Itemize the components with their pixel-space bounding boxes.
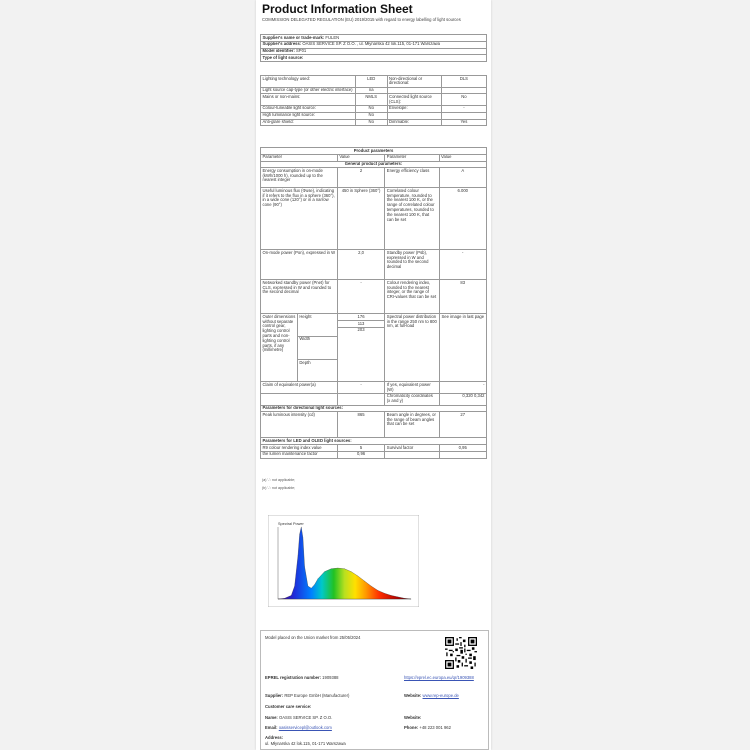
- general-row-cell: 2,0: [337, 250, 384, 280]
- dims-values-cell: [337, 314, 384, 382]
- dims-inner: [261, 314, 337, 381]
- type-row-cell: Mains or non-mains:: [261, 94, 356, 106]
- equivalent-row: [261, 393, 487, 405]
- directional-heading: Parameters for directional light sources:: [261, 405, 487, 412]
- footnote-a: (a) '-': not applicable;: [262, 478, 296, 482]
- equivalent-row-cell: [261, 393, 338, 405]
- directional-row-cell: 27: [439, 412, 486, 438]
- equivalent-row-cell: -: [439, 382, 486, 394]
- type-row: [261, 76, 487, 88]
- led-row-cell: [439, 451, 486, 458]
- model-identifier-row: Model identifier: SP01: [261, 48, 487, 55]
- dim-depth-label: Depth: [299, 359, 311, 365]
- dim-width-value: 113: [338, 321, 384, 328]
- supplier-label: Supplier:: [265, 693, 284, 698]
- chart-title: Spectral Power: [278, 522, 304, 526]
- type-row: [261, 119, 487, 126]
- general-row-cell: -: [337, 280, 384, 314]
- param-header: Value: [337, 154, 384, 161]
- general-row: [261, 188, 487, 250]
- footnote-b: (b) '-': not applicable;: [262, 486, 296, 490]
- type-row-cell: [387, 112, 441, 119]
- general-row-cell: -: [439, 250, 486, 280]
- led-row-cell: 0,96: [337, 451, 384, 458]
- phone-label: Phone:: [404, 725, 419, 730]
- param-header: Value: [439, 154, 486, 161]
- led-row-cell: the lumen maintenance factor: [261, 451, 338, 458]
- type-row-cell: No: [355, 112, 387, 119]
- dim-depth-value: 203: [357, 327, 365, 333]
- product-parameters-heading: Product parameters: [261, 148, 487, 155]
- eprel-value: 1909388: [322, 675, 339, 680]
- type-row-cell: Connected light source (CLS):: [387, 94, 441, 106]
- type-row-cell: [441, 112, 486, 119]
- customer-care-label: Customer care service:: [265, 704, 312, 709]
- general-row: [261, 168, 487, 188]
- footer-panel: [260, 630, 489, 750]
- type-row-cell: LED: [355, 76, 387, 88]
- name-value: OASIS SERVICE SP. Z O.O.: [278, 715, 333, 720]
- type-row-cell: No: [355, 105, 387, 112]
- led-row-cell: Survival factor: [385, 445, 439, 452]
- eprel-label: EPREL registration number:: [265, 675, 321, 680]
- supplier-value: REP Europe GmbH (Manufacturer): [284, 693, 350, 698]
- equivalent-row-cell: 0,320 0,342: [439, 393, 486, 405]
- general-row: [261, 250, 487, 280]
- email-label: Email:: [265, 725, 278, 730]
- equivalent-row: [261, 382, 487, 394]
- spd-label: Spectral power distribution in the range 250 nm to 800 nm, at full-load: [385, 314, 439, 382]
- parameters-table: [260, 147, 487, 459]
- led-heading: Parameters for LED and OLED light sources:: [261, 438, 487, 445]
- qr-code-icon[interactable]: [445, 637, 477, 669]
- dims-cell: [261, 314, 338, 382]
- phone-value: +48 223 001 962: [419, 725, 451, 730]
- type-row-cell: DLS: [441, 76, 486, 88]
- led-row: [261, 445, 487, 452]
- directional-row-cell: Beam angle in degrees, or the range of beam angles that can be set: [385, 412, 439, 438]
- general-row-cell: 83: [439, 280, 486, 314]
- led-row-cell: 5: [337, 445, 384, 452]
- type-row: [261, 94, 487, 106]
- type-table: [260, 75, 487, 126]
- type-row-cell: Light source cap-type (or other electric interface): [261, 87, 356, 94]
- type-heading: Type of light source:: [261, 55, 487, 62]
- led-row-cell: 0,95: [439, 445, 486, 452]
- general-row-cell: Useful luminous flux (Φuse), indicating if it refers to the flux in a sphere (360°), in a wide cone (120°) or in a narrow cone (90°): [261, 188, 338, 250]
- dim-width-label: Width: [297, 336, 336, 359]
- type-row: [261, 87, 487, 94]
- type-row-cell: [441, 87, 486, 94]
- general-row-cell: A: [439, 168, 486, 188]
- supplier-address-row: Supplier's address: OASIS SERVICE SP. Z O.O. , ul. Młynarska 42 lok.115, 01-171 Warszawa: [261, 41, 487, 48]
- param-header: Parameter: [261, 154, 338, 161]
- type-row-cell: Dimmable:: [387, 119, 441, 126]
- equivalent-row-cell: If yes, equivalent power (W): [385, 382, 439, 394]
- type-row-cell: Non-directional or directional:: [387, 76, 441, 88]
- page-title: Product Information Sheet: [262, 2, 413, 16]
- type-row-cell: No: [441, 94, 486, 106]
- dim-height-label: Height: [297, 314, 336, 336]
- general-row-cell: Correlated colour temperature, rounded to the nearest 100 K, or the range of correlated colour temperatures, rounded to the nearest 100 K, that can be set: [385, 188, 439, 250]
- type-row-cell: -: [441, 105, 486, 112]
- dims-label: Outer dimensions without separate control gear, lighting control parts and non-lighting control parts, if any (millimetre): [261, 314, 297, 381]
- spd-value: See image in last page: [439, 314, 486, 382]
- general-row-cell: 2: [337, 168, 384, 188]
- led-row: [261, 451, 487, 458]
- general-row: [261, 280, 487, 314]
- general-row-cell: Networked standby power (Pnet) for CLS, expressed in W and rounded to the second decimal: [261, 280, 338, 314]
- address-label: Address:: [265, 735, 284, 740]
- directional-row: [261, 412, 487, 438]
- type-row-cell: High luminance light source:: [261, 112, 356, 119]
- equivalent-row-cell: [337, 393, 384, 405]
- led-row-cell: [385, 451, 439, 458]
- general-row-cell: On-mode power (Pon), expressed in W: [261, 250, 338, 280]
- general-row-cell: Energy consumption in on-mode (kWh/1000 h), rounded up to the nearest integer: [261, 168, 338, 188]
- supplier-info-table: [260, 34, 487, 62]
- product-information-sheet: [256, 0, 491, 750]
- general-heading: General product parameters:: [261, 161, 487, 168]
- param-header: Parameter: [385, 154, 439, 161]
- placed-on-market: Model placed on the Union market from 25/05/2024: [265, 635, 361, 640]
- name-label: Name:: [265, 715, 278, 720]
- website-link[interactable]: www.rep-europe.de: [422, 693, 459, 698]
- type-row-cell: [387, 87, 441, 94]
- type-row-cell: Envelope:: [387, 105, 441, 112]
- general-row-cell: Standby power (Psb), expressed in W and rounded to the second decimal: [385, 250, 439, 280]
- address-value: ul. Młynarska 42 lok.115, 01-171 Warszawa: [265, 741, 346, 746]
- general-row-cell: 6.000: [439, 188, 486, 250]
- dim-height-value: 176: [338, 314, 384, 321]
- eprel-link[interactable]: https://eprel.ec.europa.eu/qr/1909388: [404, 675, 474, 680]
- type-row: [261, 112, 487, 119]
- type-row-cell: na: [355, 87, 387, 94]
- spectral-chart-svg: [268, 515, 419, 607]
- supplier-trademark-row: Supplier's name or trade-mark: FULEN: [261, 35, 487, 42]
- type-row-cell: NMLS: [355, 94, 387, 106]
- general-row-cell: Colour rendering index, rounded to the nearest integer, or the range of CRI-values that can be set: [385, 280, 439, 314]
- equivalent-row-cell: -: [337, 382, 384, 394]
- type-row-cell: Lighting technology used:: [261, 76, 356, 88]
- website2-label: Website:: [404, 715, 422, 720]
- regulation-text: COMMISSION DELEGATED REGULATION (EU) 2019/2015 with regard to energy labelling of light sources: [262, 17, 461, 22]
- general-row-cell: 450 in Sphere (360°): [337, 188, 384, 250]
- led-row-cell: R9 colour rendering index value: [261, 445, 338, 452]
- website-label: Website:: [404, 693, 422, 698]
- type-row: [261, 105, 487, 112]
- type-row-cell: No: [355, 119, 387, 126]
- directional-row-cell: 865: [337, 412, 384, 438]
- type-row-cell: Anti-glare shield:: [261, 119, 356, 126]
- equivalent-row-cell: Claim of equivalent power(a): [261, 382, 338, 394]
- equivalent-row-cell: Chromaticity coordinates (x and y): [385, 393, 439, 405]
- spectral-chart: [268, 515, 419, 607]
- type-row-cell: Colour-tuneable light source:: [261, 105, 356, 112]
- type-row-cell: Yes: [441, 119, 486, 126]
- directional-row-cell: Peak luminous intensity (cd): [261, 412, 338, 438]
- email-link[interactable]: oasisservicepl@outlook.com: [278, 725, 332, 730]
- general-row-cell: Energy efficiency class: [385, 168, 439, 188]
